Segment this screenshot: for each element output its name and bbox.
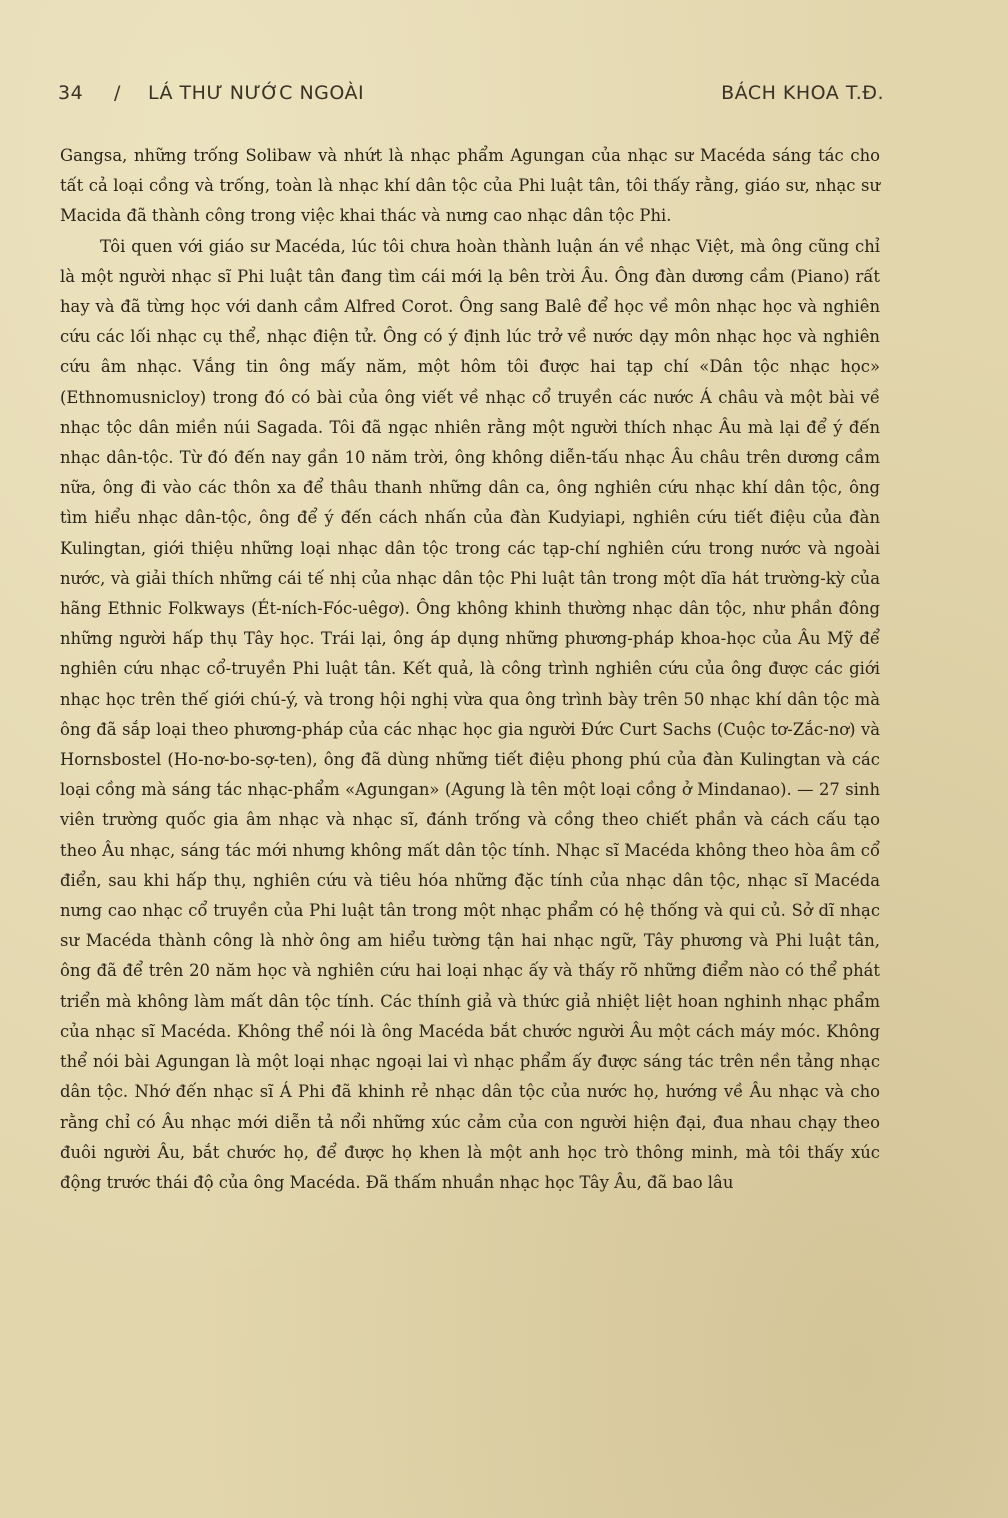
paragraph-2: Tôi quen với giáo sư Macéda, lúc tôi chưa hoàn thành luận án về nhạc Việt, mà ông cũng chỉ là một người nhạc sĩ Phi luật tân đang tìm cái mới lạ bên trời Âu. Ông đàn dương cầm (Piano) rất hay và đã từng học với danh cầm Alfred Corot. Ông sang Balê để học về môn nhạc học và nghiên cứu các lối nhạc cụ thể, nhạc điện tử. Ông có ý định lúc trở về nước dạy môn nhạc học và nghiên cứu âm nhạc. Vắng tin ông mấy năm, một hôm tôi được hai tạp chí «Dân tộc nhạc học» (Ethnomusnicloy) trong đó có bài của ông viết về nhạc cổ truyền các nước Á châu và một bài về nhạc tộc dân miền núi Sagada. Tôi đã ngạc nhiên rằng một người thích nhạc Âu mà lại để ý đến nhạc dân-tộc. Từ đó đến nay gần 10 năm trời, ông không diễn-tấu nhạc Âu châu trên dương cầm nữa, ông đi vào các thôn xa để thâu thanh những dân ca, ông nghiên cứu nhạc khí dân tộc, ông tìm hiểu nhạc dân-tộc, ông để ý đến cách nhấn của đàn Kudyiapi, nghiên cứu tiết điệu của đàn Kulingtan, giới thiệu những loại nhạc dân tộc trong các tạp-chí nghiên cứu trong nước và ngoài nước, và giải thích những cái tế nhị của nhạc dân tộc Phi luật tân trong một dĩa hát trường-kỳ của hãng Ethnic Folkways (Ét-ních-Fóc-uêgơ). Ông không khinh thường nhạc dân tộc, như phần đông những người hấp thụ Tây học. Trái lại, ông áp dụng những phương-pháp khoa-học của Âu Mỹ để nghiên cứu nhạc cổ-truyền Phi luật tân. Kết quả, là công trình nghiên cứu của ông được các giới nhạc học trên thế giới chú-ý, và trong hội nghị vừa qua ông trình bày trên 50 nhạc khí dân tộc mà ông đã sắp loại theo phương-pháp của các nhạc học gia người Đức Curt Sachs (Cuộc tơ-Zắc-nơ) và Hornsbostel (Ho-nơ-bo-sợ-ten), ông đã dùng những tiết điệu phong phú của đàn Kulingtan và các loại cồng mà sáng tác nhạc-phẩm «Agungan» (Agung là tên một loại cồng ở Mindanao). — 27 sinh viên trường quốc gia âm nhạc và nhạc sĩ, đánh trống và cồng theo chiết phần và cách cấu tạo theo Âu nhạc, sáng tác mới nhưng không mất dân tộc tính. Nhạc sĩ Macéda không theo hòa âm cổ điển, sau khi hấp thụ, nghiên cứu và tiêu hóa những đặc tính của nhạc dân tộc, nhạc sĩ Macéda nưng cao nhạc cổ truyền của Phi luật tân trong một nhạc phẩm có hệ thống và qui củ. Sở dĩ nhạc sư Macéda thành công là nhờ ông am hiểu tường tận hai nhạc ngữ, Tây phương và Phi luật tân, ông đã để trên 20 năm học và nghiên cứu hai loại nhạc ấy và thấy rõ những điểm nào có thể phát triển mà không làm mất dân tộc tính. Các thính giả và thức giả nhiệt liệt hoan nghinh nhạc phẩm của nhạc sĩ Macéda. Không thể nói là ông Macéda bắt chước người Âu một cách máy móc. Không thể nói bài Agungan là một loại nhạc ngoại lai vì nhạc phẩm ấy được sáng tác trên nền tảng nhạc dân tộc. Nhớ đến nhạc sĩ Á Phi đã khinh rẻ nhạc dân tộc của nước họ, hướng về Âu nhạc và cho rằng chỉ có Âu nhạc mới diễn tả nổi những xúc cảm của con người hiện đại, đua nhau chạy theo đuôi người Âu, bắt chước họ, để được họ khen là một anh học trò thông minh, mà tôi thấy xúc động trước thái độ của ông Macéda. Đã thấm nhuần nhạc học Tây Âu, đã bao lâu	[60, 236, 880, 1192]
header-separator: /	[114, 82, 121, 104]
publication-name: BÁCH KHOA T.Đ.	[721, 82, 884, 104]
article-body	[60, 141, 880, 1198]
paragraph-1: Gangsa, những trống Solibaw và nhứt là nhạc phẩm Agungan của nhạc sư Macéda sáng tác cho tất cả loại cồng và trống, toàn là nhạc khí dân tộc của Phi luật tân, tôi thấy rằng, giáo sư, nhạc sư Macida đã thành công trong việc khai thác và nưng cao nhạc dân tộc Phi.	[60, 146, 880, 226]
running-header	[58, 82, 884, 112]
page-number: 34	[58, 82, 84, 104]
running-title: LÁ THƯ NƯỚC NGOÀI	[148, 82, 365, 104]
